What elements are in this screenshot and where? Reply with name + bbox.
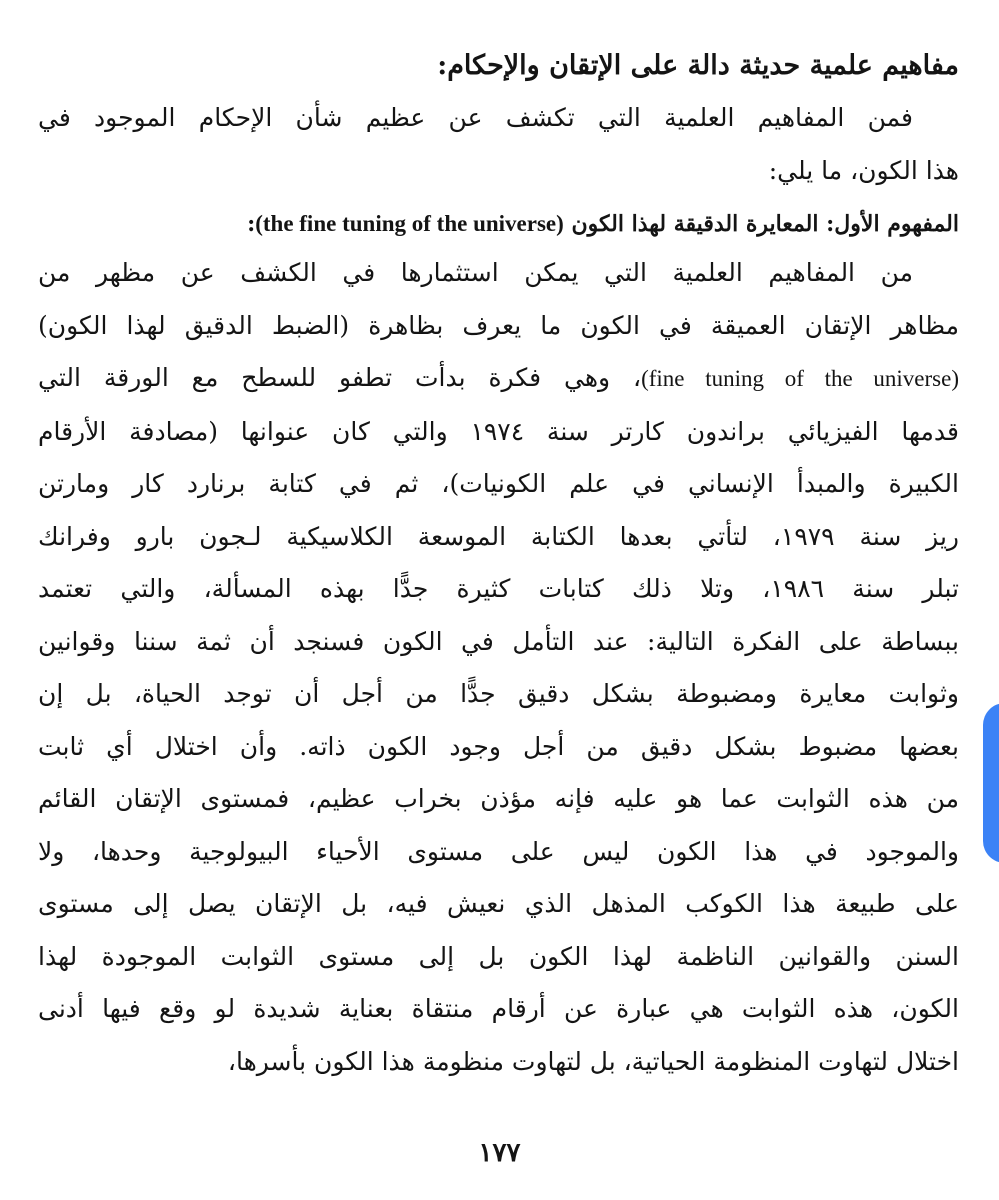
page-heading: مفاهيم علمية حديثة دالة على الإتقان والإحكام: bbox=[437, 50, 959, 81]
body-paragraph bbox=[38, 247, 959, 1088]
scroll-handle[interactable] bbox=[983, 703, 999, 863]
section-title bbox=[38, 201, 959, 247]
body-line: الكون، هذه الثوابت هي عبارة عن أرقام منتقاة بعناية شديدة لو وقع فيها أدنى bbox=[38, 994, 959, 1023]
body-line: وثوابت معايرة ومضبوطة بشكل دقيق جدًّا من أجل أن توجد الحياة، بل إن bbox=[38, 679, 959, 708]
body-line-mixed bbox=[38, 352, 959, 406]
body-line: ريز سنة ١٩٧٩، لتأتي بعدها الكتابة الموسعة الكلاسيكية لـجون بارو وفرانك bbox=[38, 521, 959, 551]
body-line: بعضها مضبوط بشكل دقيق من أجل وجود الكون ذاته. وأن اختلال أي ثابت bbox=[38, 731, 959, 761]
section-title-arabic: المفهوم الأول: المعايرة الدقيقة لهذا الكون bbox=[571, 211, 959, 237]
body-line: السنن والقوانين الناظمة لهذا الكون بل إلى مستوى الثوابت الموجودة لهذا bbox=[38, 941, 959, 971]
body-line: من المفاهيم العلمية التي يمكن استثمارها في الكشف عن مظهر من bbox=[38, 258, 913, 287]
body-line: من هذه الثوابت عما هو عليه فإنه مؤذن بخراب عظيم، فمستوى الإتقان القائم bbox=[38, 784, 959, 813]
intro-line: فمن المفاهيم العلمية التي تكشف عن عظيم شأن الإحكام الموجود في bbox=[38, 103, 913, 132]
body-line: اختلال لتهاوت المنظومة الحياتية، بل لتهاوت منظومة هذا الكون بأسرها، bbox=[227, 1046, 959, 1076]
section-title-colon: : bbox=[247, 211, 256, 237]
intro-paragraph bbox=[38, 92, 959, 197]
body-line: قدمها الفيزيائي براندون كارتر سنة ١٩٧٤ والتي كان عنوانها (مصادفة الأرقام bbox=[38, 416, 959, 446]
body-line: تبلر سنة ١٩٨٦، وتلا ذلك كتابات كثيرة جدًّا بهذه المسألة، والتي تعتمد bbox=[38, 574, 959, 603]
body-line-english-term: (fine tuning of the universe) bbox=[641, 366, 959, 391]
body-line: على طبيعة هذا الكوكب المذهل الذي نعيش فيه، بل الإتقان يصل إلى مستوى bbox=[38, 889, 959, 918]
body-line: ببساطة على الفكرة التالية: عند التأمل في الكون فسنجد أن ثمة سننا وقوانين bbox=[38, 626, 959, 656]
intro-line: هذا الكون، ما يلي: bbox=[768, 155, 959, 185]
body-line: مظاهر الإتقان العميقة في الكون ما يعرف بظاهرة (الضبط الدقيق لهذا الكون) bbox=[38, 310, 959, 340]
page-number: ١٧٧ bbox=[478, 1138, 521, 1168]
body-line-arabic-part: ، وهي فكرة بدأت تطفو للسطح مع الورقة التي bbox=[38, 363, 642, 392]
body-line: والموجود في هذا الكون ليس على مستوى الأحياء البيولوجية وحدها، ولا bbox=[38, 836, 959, 866]
section-title-english: (the fine tuning of the universe) bbox=[255, 211, 564, 236]
body-line: الكبيرة والمبدأ الإنساني في علم الكونيات)، ثم في كتابة برنارد كار ومارتن bbox=[38, 469, 959, 498]
